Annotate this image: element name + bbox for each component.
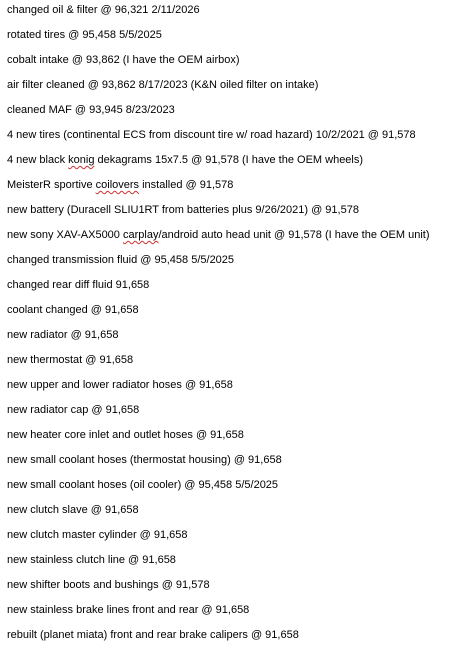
log-line: changed oil & filter @ 96,321 2/11/2026 [7,4,200,16]
log-line: rotated tires @ 95,458 5/5/2025 [7,29,162,41]
log-line: new battery (Duracell SLIU1RT from batteries plus 9/26/2021) @ 91,578 [7,204,359,216]
log-line: new stainless clutch line @ 91,658 [7,554,176,566]
log-line: air filter cleaned @ 93,862 8/17/2023 (K&N oiled filter on intake) [7,79,319,91]
log-line: new thermostat @ 91,658 [7,354,134,366]
log-line: MeisterR sportive coilovers installed @ 91,578 [7,179,234,191]
log-line: new radiator @ 91,658 [7,329,119,341]
log-line: new stainless brake lines front and rear @ 91,658 [7,604,250,616]
log-line: new clutch master cylinder @ 91,658 [7,529,188,541]
spellcheck-word[interactable]: konig [68,154,95,166]
spellcheck-word[interactable]: carplay [122,229,159,241]
log-line: cobalt intake @ 93,862 (I have the OEM airbox) [7,54,240,66]
log-line: new sony XAV-AX5000 carplay/android auto head unit @ 91,578 (I have the OEM unit) [7,229,430,241]
log-line: changed rear diff fluid 91,658 [7,279,150,291]
log-line: new heater core inlet and outlet hoses @ 91,658 [7,429,244,441]
log-line: new small coolant hoses (thermostat housing) @ 91,658 [7,454,282,466]
log-line: coolant changed @ 91,658 [7,304,139,316]
log-line: changed transmission fluid @ 95,458 5/5/2025 [7,254,235,266]
log-line: 4 new tires (continental ECS from discount tire w/ road hazard) 10/2/2021 @ 91,578 [7,129,416,141]
log-line: 4 new black konig dekagrams 15x7.5 @ 91,578 (I have the OEM wheels) [7,154,364,166]
log-line: cleaned MAF @ 93,945 8/23/2023 [7,104,175,116]
log-line: new clutch slave @ 91,658 [7,504,139,516]
log-line: new small coolant hoses (oil cooler) @ 95,458 5/5/2025 [7,479,279,491]
log-line: rebuilt (planet miata) front and rear brake calipers @ 91,658 [7,629,299,641]
spellcheck-word[interactable]: coilovers [95,179,140,191]
log-line: new upper and lower radiator hoses @ 91,658 [7,379,233,391]
log-line: new shifter boots and bushings @ 91,578 [7,579,210,591]
log-line: new radiator cap @ 91,658 [7,404,140,416]
